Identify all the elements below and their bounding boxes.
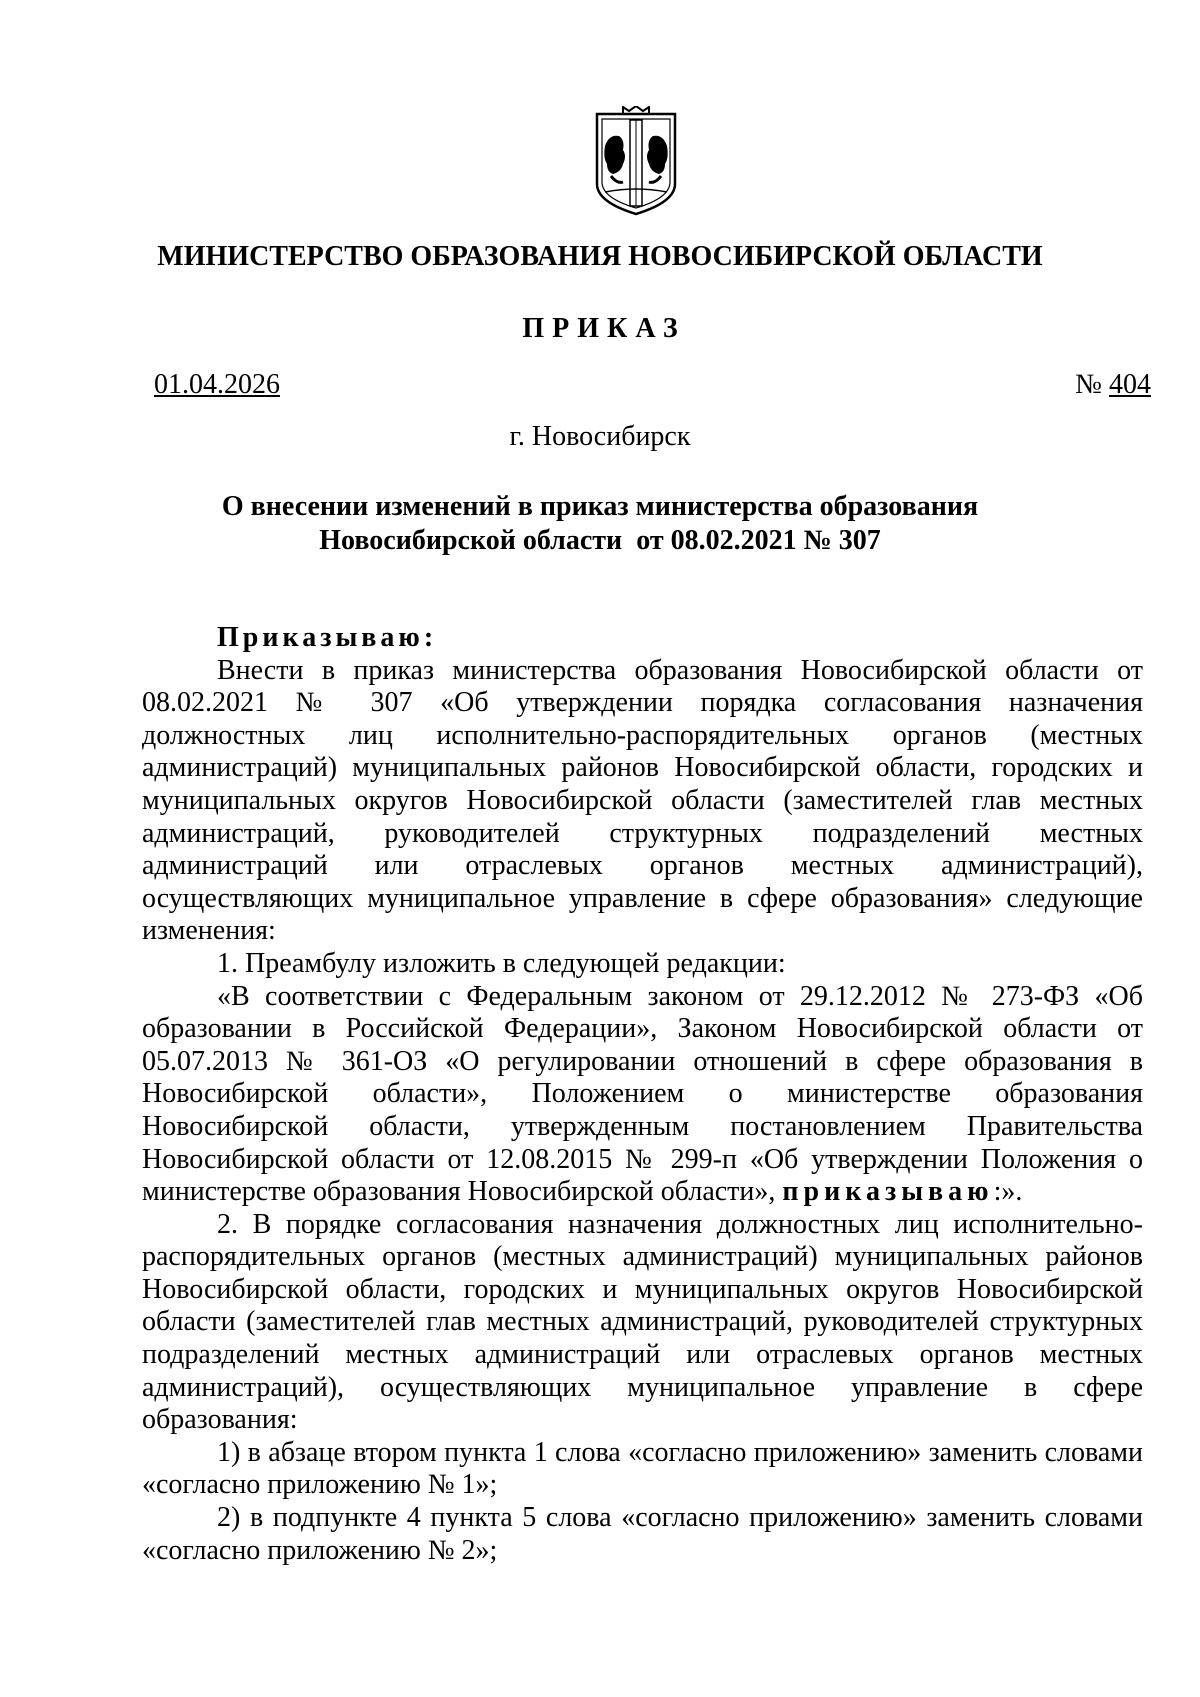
document-body xyxy=(142,622,1143,1567)
number-prefix: № xyxy=(1075,369,1102,400)
subject-line-1: О внесении изменений в приказ министерства образования xyxy=(221,491,979,522)
city: г. Новосибирск xyxy=(509,421,691,452)
coat-of-arms-icon xyxy=(593,106,679,218)
document-date: 01.04.2026 xyxy=(154,369,280,400)
document-subject xyxy=(0,490,1200,558)
number-value: 404 xyxy=(1109,369,1151,400)
decree-word: приказываю xyxy=(782,1176,994,1208)
document-number xyxy=(1075,368,1151,402)
paragraph: 1. Преамбулу изложить в следующей редакции: xyxy=(217,947,786,979)
decree-heading: Приказываю: xyxy=(217,622,438,653)
paragraph-text: «В соответствии с Федеральным законом от 29.12.2012 № 273-ФЗ «Об образовании в Российской Федерации», Законом Новосибирской области от 05.07.2013 № 361-ОЗ «О регулировании отношений в сфере образования в Новосибирской области», Положением о министерстве образования Новосибирской области, утвержденным постановлением Правительства Новосибирской области от 12.08.2015 № 299-п «Об утверждении Положения о министерстве образования Новосибирской области», xyxy=(142,980,1143,1208)
paragraph xyxy=(142,981,1143,1209)
document-type: ПРИКАЗ xyxy=(522,313,686,344)
ministry-name: МИНИСТЕРСТВО ОБРАЗОВАНИЯ НОВОСИБИРСКОЙ ОБЛАСТИ xyxy=(157,241,1043,272)
paragraph: 2. В порядке согласования назначения должностных лиц исполнительно-распорядительных органов (местных администраций) муниципальных районов Новосибирской области, городских и муниципальных округов Новосибирской области (заместителей глав местных администраций, руководителей структурных подразделений местных администраций или отраслевых органов местных администраций), осуществляющих муниципальное управление в сфере образования: xyxy=(142,1208,1143,1436)
paragraph: 2) в подпункте 4 пункта 5 слова «согласно приложению» заменить словами «согласно приложению № 2»; xyxy=(142,1502,1143,1566)
paragraph-end: :». xyxy=(993,1176,1023,1208)
paragraph: Внести в приказ министерства образования Новосибирской области от 08.02.2021 № 307 «Об утверждении порядка согласования назначения должностных лиц исполнительно-распорядительных органов (местных администраций) муниципальных районов Новосибирской области, городских и муниципальных округов Новосибирской области (заместителей глав местных администраций, руководителей структурных подразделений местных администраций или отраслевых органов местных администраций), осуществляющих муниципальное управление в сфере образования» следующие изменения: xyxy=(142,654,1143,947)
subject-line-2: Новосибирской области от 08.02.2021 № 307 xyxy=(319,525,881,556)
paragraph: 1) в абзаце втором пункта 1 слова «согласно приложению» заменить словами «согласно приложению № 1»; xyxy=(142,1436,1143,1501)
